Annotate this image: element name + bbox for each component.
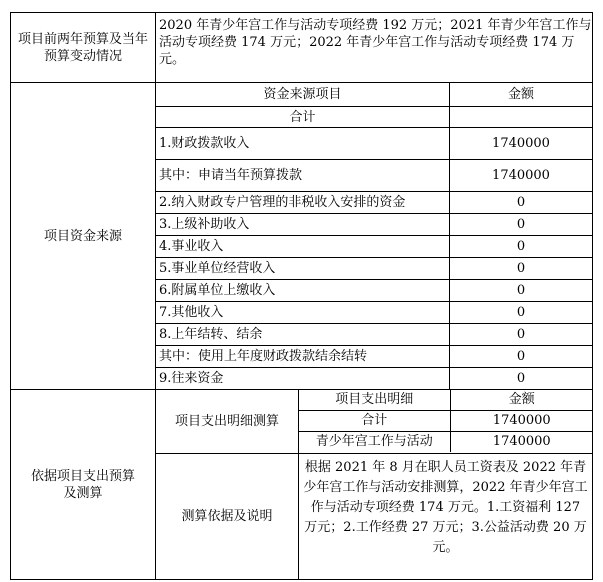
funding-amount: 0 [450,258,593,280]
funding-item: 8.上年结转、结余 [156,324,450,346]
funding-amount: 0 [450,236,593,258]
funding-total-label: 合计 [156,107,450,128]
funding-amount: 0 [450,280,593,302]
expenditure-col-item: 项目支出明细 [299,390,450,410]
prior-years-text: 2020 年青少年宫工作与活动专项经费 192 万元；2021 年青少年宫工作与活动专项经费 174 万元；2022 年青少年宫工作与活动专项经费 174 万元。 [156,13,593,83]
funding-item: 1.财政拨款收入 [156,128,450,160]
funding-source-label: 项目资金来源 [11,83,156,390]
funding-item: 7.其他收入 [156,302,450,324]
funding-item: 其中：使用上年度财政拨款结余结转 [156,346,450,368]
funding-item: 2.纳入财政专户管理的非税收入安排的资金 [156,192,450,214]
funding-amount: 1740000 [450,160,593,192]
funding-item: 5.事业单位经营收入 [156,258,450,280]
expenditure-total-amount: 1740000 [450,410,593,431]
funding-amount: 0 [450,346,593,368]
funding-col-source: 资金来源项目 [156,83,450,107]
funding-amount: 0 [450,214,593,236]
funding-item: 4.事业收入 [156,236,450,258]
expenditure-detail-label: 项目支出明细测算 [156,390,299,454]
funding-item: 3.上级补助收入 [156,214,450,236]
funding-amount: 0 [450,192,593,214]
expenditure-col-amount: 金额 [450,390,593,410]
expenditure-detail-table [299,390,593,454]
basis-text: 根据 2021 年 8 月在职人员工资表及 2022 年青少年宫工作与活动安排测算，2022 年青少年宫工作与活动专项经费 174 万元。1.工资福利 127 万元；2.工作经费 27 万元；3.公益活动费 20 万元。 [299,454,593,580]
funding-col-amount: 金额 [450,83,593,107]
funding-amount: 0 [450,302,593,324]
funding-amount: 0 [450,368,593,390]
expenditure-item-amount: 1740000 [450,431,593,452]
budget-table [10,12,593,580]
expenditure-item-name: 青少年宫工作与活动 [315,434,433,450]
expenditure-label: 依据项目支出预算及测算 [11,390,156,580]
funding-amount: 1740000 [450,128,593,160]
funding-amount: 0 [450,324,593,346]
funding-total-amount [450,107,593,128]
expenditure-total-label: 合计 [299,410,450,431]
funding-item: 6.附属单位上缴收入 [156,280,450,302]
prior-years-label: 项目前两年预算及当年预算变动情况 [11,13,156,83]
funding-item: 9.往来资金 [156,368,450,390]
funding-item: 其中：申请当年预算拨款 [156,160,450,192]
basis-label: 测算依据及说明 [156,454,299,580]
